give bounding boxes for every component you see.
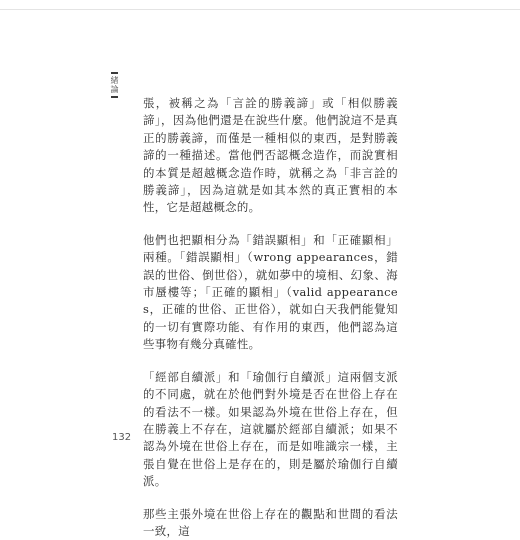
paragraph: 那些主張外境在世俗上存在的觀點和世間的看法一致，這 [143, 506, 398, 538]
paragraph: 「經部自續派」和「瑜伽行自續派」這兩個支派的不同處，就在於他們對外境是否在世俗上存在的看法不一樣。如果認為外境在世俗上存在，但在勝義上不存在，這就屬於經部自續派；如果不認為外境在世俗上存在，而是如唯識宗一樣，主張自覺在世俗上是存在的，則是屬於瑜伽行自續派。 [143, 369, 398, 489]
body-text [143, 95, 398, 540]
chapter-tab-label: 緒論 [110, 76, 119, 94]
page-number: 132 [112, 432, 132, 443]
top-rule [0, 9, 520, 10]
paragraph: 張，被稱之為「言詮的勝義諦」或「相似勝義諦」，因為他們還是在說些什麼。他們說這不是真正的勝義諦，而僅是一種相似的東西，是對勝義諦的一種描述。當他們否認概念造作，而說實相的本質是超越概念造作時，就稱之為「非言詮的勝義諦」，因為這就是如其本然的真正實相的本性，它是超越概念的。 [143, 96, 398, 215]
paragraph: 他們也把顯相分為「錯誤顯相」和「正確顯相」兩種。「錯誤顯相」（wrong appearances，錯誤的世俗、倒世俗），就如夢中的境相、幻象、海市蜃樓等；「正確的顯相」（valid appearances，正確的世俗、正世俗），就如白天我們能覺知的一切有實際功能、有作用的東西，他們認為這些事物有幾分真確性。 [143, 232, 398, 352]
tab-bar-top [111, 72, 118, 74]
tab-bar-bottom [111, 96, 118, 98]
chapter-side-tab [109, 72, 119, 98]
